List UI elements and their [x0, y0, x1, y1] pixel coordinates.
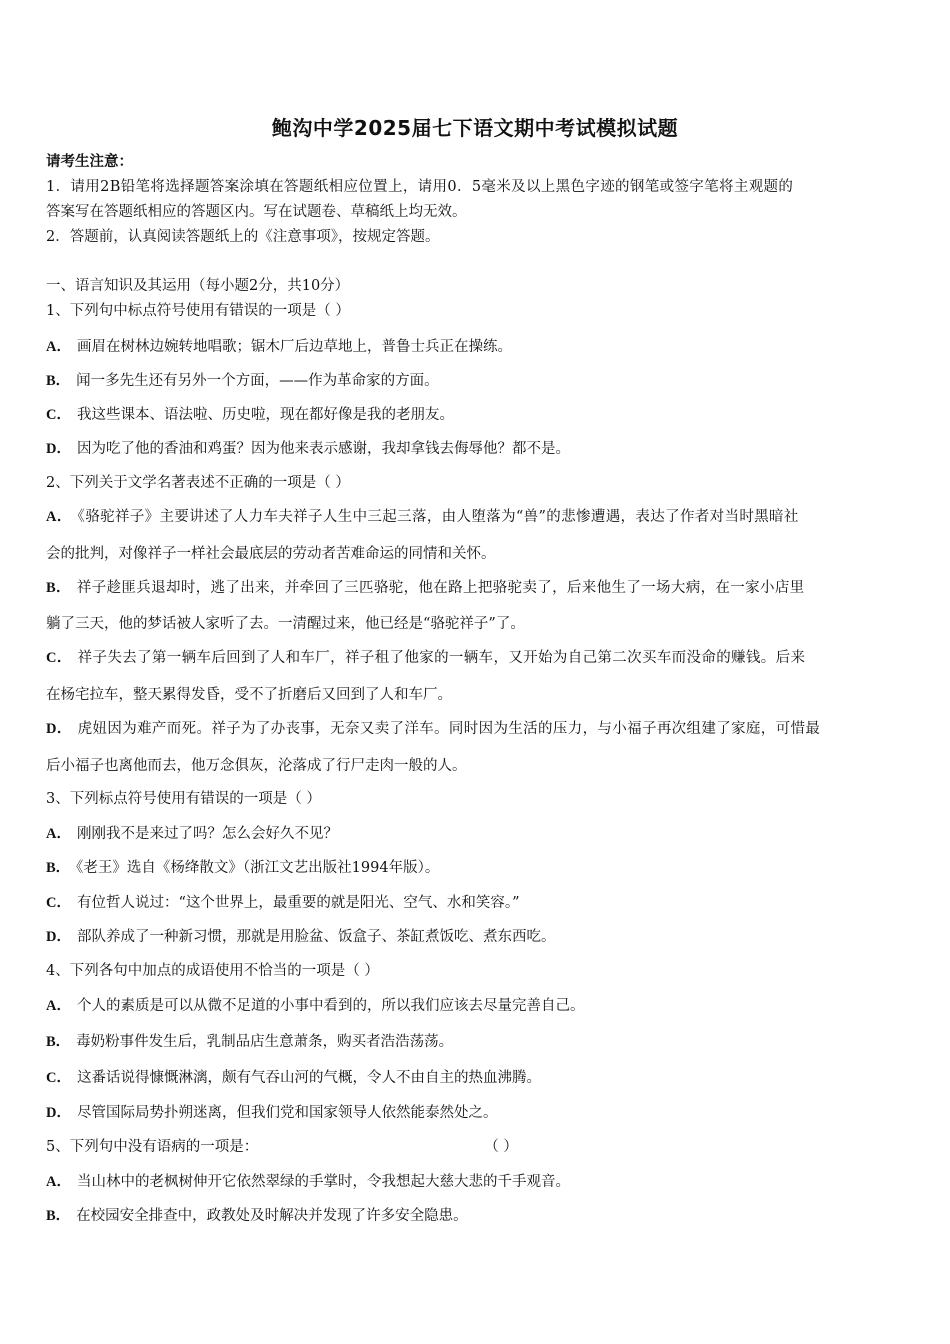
question-1-option-a: [46, 337, 512, 357]
option-label: A．: [46, 1174, 71, 1190]
question-2-option-d: [46, 719, 820, 739]
question-4-option-b: [46, 1032, 453, 1052]
question-2-option-a-cont: 会的批判，对像祥子一样社会最底层的劳动者苦难命运的同情和关怀。: [46, 546, 496, 562]
option-text: 部队养成了一种新习惯，那就是用脸盆、饭盒子、茶缸煮饭吃、煮东西吃。: [76, 929, 556, 945]
option-label: A．: [46, 998, 71, 1014]
option-label: B．: [46, 1208, 71, 1224]
option-text: 闻一多先生还有另外一个方面，——作为革命家的方面。: [76, 373, 439, 389]
option-text: 祥子失去了第一辆车后回到了人和车厂，祥子租了他家的一辆车，又开始为自己第二次买车而没命的赚钱。后来: [77, 650, 806, 666]
option-text: 这番话说得慷慨淋漓，颇有气吞山河的气概，令人不由自主的热血沸腾。: [76, 1070, 541, 1086]
option-label: B．: [46, 580, 71, 596]
question-5-answer-blank: （ ）: [484, 1139, 518, 1155]
question-2-option-d-cont: 后小福子也离他而去，他万念俱灰，沦落成了行尸走肉一般的人。: [46, 758, 467, 774]
option-label: C．: [46, 407, 71, 423]
notice-heading: 请考生注意：: [46, 153, 133, 170]
option-text: 毒奶粉事件发生后，乳制品店生意萧条，购买者浩浩荡荡。: [76, 1034, 454, 1050]
question-5-option-b: [46, 1206, 468, 1226]
question-3-option-d: [46, 927, 555, 947]
question-1-option-b: [46, 371, 439, 391]
question-1-option-d: [46, 439, 570, 459]
question-2-option-b: [46, 578, 805, 598]
question-5-stem-text: 5、下列句中没有语病的一项是：: [46, 1139, 259, 1155]
question-4-option-a: [46, 996, 584, 1016]
question-3-option-b: [46, 858, 439, 878]
notice-item-1: 1．请用2B铅笔将选择题答案涂填在答题纸相应位置上，请用0．5毫米及以上黑色字迹的钢笔或签字笔将主观题的: [46, 179, 794, 195]
option-text: 因为吃了他的香油和鸡蛋？因为他来表示感谢，我却拿钱去侮辱他？都不是。: [76, 441, 570, 457]
option-text: 有位哲人说过：“这个世界上，最重要的就是阳光、空气、水和笑容。”: [76, 895, 520, 911]
option-text: 《骆驼祥子》主要讲述了人力车夫祥子人生中三起三落，由人堕落为“兽”的悲惨遭遇，表达了作者对当时黑暗社: [77, 509, 799, 525]
question-1-stem: 1、下列句中标点符号使用有错误的一项是（ ）: [46, 303, 350, 319]
question-1-option-c: [46, 405, 454, 425]
option-label: C．: [46, 895, 71, 911]
question-4-option-c: [46, 1068, 541, 1088]
option-label: A．: [46, 826, 71, 842]
option-label: D．: [46, 441, 71, 457]
page-title: 鲍沟中学2025届七下语文期中考试模拟试题: [271, 116, 679, 140]
option-label: B．: [46, 1034, 71, 1050]
option-label: D．: [46, 1105, 71, 1121]
option-label: B．: [46, 860, 71, 876]
option-text: 当山林中的老枫树伸开它依然翠绿的手掌时，令我想起大慈大悲的千手观音。: [76, 1174, 570, 1190]
option-text: 尽管国际局势扑朔迷离，但我们党和国家领导人依然能泰然处之。: [76, 1105, 498, 1121]
question-3-option-a: [46, 824, 338, 844]
notice-item-2: 2．答题前，认真阅读答题纸上的《注意事项》，按规定答题。: [46, 229, 440, 245]
option-label: A．: [46, 339, 71, 355]
question-3-option-c: [46, 893, 520, 913]
option-label: D．: [46, 929, 71, 945]
question-4-option-d: [46, 1103, 497, 1123]
question-2-option-b-cont: 躺了三天，他的梦话被人家听了去。一清醒过来，他已经是“骆驼祥子”了。: [46, 616, 525, 632]
option-text: 我这些课本、语法啦、历史啦，现在都好像是我的老朋友。: [76, 407, 454, 423]
option-text: 在校园安全排查中，政教处及时解决并发现了许多安全隐患。: [76, 1208, 468, 1224]
option-label: D．: [46, 721, 72, 737]
question-5-option-a: [46, 1172, 570, 1192]
option-label: A．: [46, 509, 72, 525]
option-text: 画眉在树林边婉转地唱歌；锯木厂后边草地上，普鲁士兵正在操练。: [76, 339, 512, 355]
option-label: C．: [46, 650, 72, 666]
section-heading: 一、语言知识及其运用（每小题2分，共10分）: [46, 278, 350, 294]
option-text: 个人的素质是可以从微不足道的小事中看到的，所以我们应该去尽量完善自己。: [76, 998, 585, 1014]
option-text: 祥子趁匪兵退却时，逃了出来，并牵回了三匹骆驼，他在路上把骆驼卖了，后来他生了一场大病，在一家小店里: [76, 580, 805, 596]
question-3-stem: 3、下列标点符号使用有错误的一项是（ ）: [46, 791, 321, 807]
option-text: 刚刚我不是来过了吗？怎么会好久不见？: [76, 826, 338, 842]
option-label: C．: [46, 1070, 71, 1086]
question-2-stem: 2、下列关于文学名著表述不正确的一项是（ ）: [46, 475, 350, 491]
option-text: 虎妞因为难产而死。祥子为了办丧事，无奈又卖了洋车。同时因为生活的压力，与小福子再次组建了家庭，可惜最: [77, 721, 821, 737]
option-label: B．: [46, 373, 71, 389]
notice-item-1-cont: 答案写在答题纸相应的答题区内。写在试题卷、草稿纸上均无效。: [46, 204, 467, 220]
question-2-option-c: [46, 648, 805, 668]
question-4-stem: 4、下列各句中加点的成语使用不恰当的一项是（ ）: [46, 963, 379, 979]
option-text: 《老王》选自《杨绛散文》（浙江文艺出版社1994年版）。: [76, 860, 440, 876]
question-5-stem: [46, 1137, 518, 1157]
question-2-option-a: [46, 507, 799, 527]
question-2-option-c-cont: 在杨宅拉车，整天累得发昏，受不了折磨后又回到了人和车厂。: [46, 687, 452, 703]
